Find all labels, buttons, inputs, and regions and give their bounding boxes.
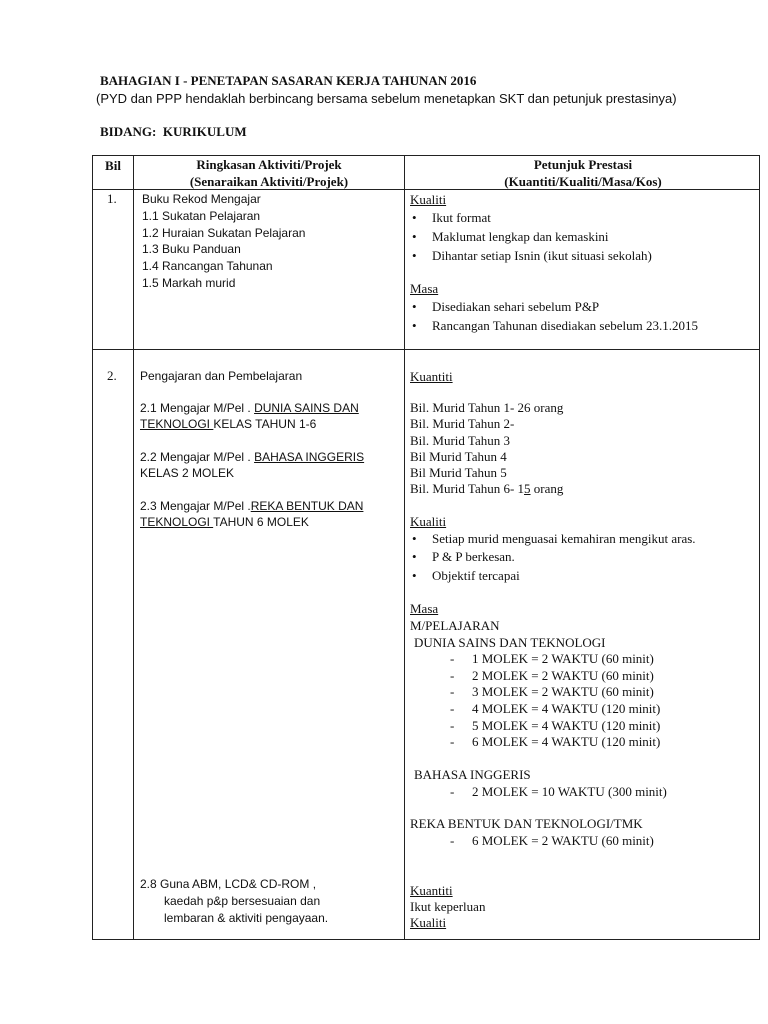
- table-col-divider: [404, 156, 405, 939]
- item-2-2-suffix: KELAS 2 MOLEK: [140, 466, 235, 480]
- list-item: 1.2 Huraian Sukatan Pelajaran: [142, 225, 306, 240]
- list-item: • Ikut format: [410, 208, 755, 227]
- list-item: • P & P berkesan.: [410, 548, 696, 567]
- item-2-1-subject: DUNIA SAINS DAN: [254, 400, 359, 415]
- list-item: Bil Murid Tahun 4: [410, 448, 507, 464]
- list-item: - 6 MOLEK = 2 WAKTU (60 minit): [450, 832, 654, 848]
- header-activity-line1: Ringkasan Aktiviti/Projek: [196, 157, 342, 172]
- list-item: • Rancangan Tahunan disediakan sebelum 23.1.2015: [410, 316, 755, 335]
- list-item: 1.3 Buku Panduan: [142, 242, 241, 257]
- list-item: - 2 MOLEK = 10 WAKTU (300 minit): [450, 783, 667, 799]
- bidang-value: KURIKULUM: [162, 124, 247, 139]
- list-item: Bil Murid Tahun 5: [410, 465, 507, 481]
- table-row-divider: [93, 349, 759, 350]
- row2-masa-label: Masa: [410, 601, 439, 617]
- list-item: • Disediakan sehari sebelum P&P: [410, 297, 755, 316]
- item-2-3-prefix: 2.3 Mengajar M/Pel .: [140, 498, 251, 513]
- list-item: - 3 MOLEK = 2 WAKTU (60 minit): [450, 684, 654, 700]
- item-2-3: [140, 498, 364, 531]
- dunia-list: [410, 651, 696, 751]
- header-bil: Bil: [105, 158, 121, 173]
- header-indicator: [405, 156, 761, 190]
- page-subtitle: (PYD dan PPP hendaklah berbincang bersama sebelum menetapkan SKT dan petunjuk prestasinya): [96, 91, 677, 106]
- item-2-8: [140, 876, 328, 927]
- table-col-divider: [133, 156, 134, 939]
- list-item: • Maklumat lengkap dan kemaskini: [410, 227, 755, 246]
- item-2-1: [140, 400, 364, 433]
- item-2-2-prefix: 2.2 Mengajar M/Pel .: [140, 449, 255, 464]
- list-item: - 4 MOLEK = 4 WAKTU (120 minit): [450, 701, 661, 717]
- header-indicator-line1: Petunjuk Prestasi: [533, 157, 633, 172]
- row2-bil: 2.: [107, 368, 117, 383]
- item-2-8-line1: 2.8 Guna ABM, LCD& CD-ROM ,: [140, 877, 317, 891]
- list-item: 1.4 Rancangan Tahunan: [142, 259, 273, 274]
- row2-indicator: [410, 368, 696, 849]
- row1-bil: 1.: [107, 191, 117, 206]
- row1-activity-title: Buku Rekod Mengajar: [142, 192, 261, 206]
- list-item: Bil. Murid Tahun 1- 26 orang: [410, 400, 564, 415]
- item-2-3-subject-cont: TEKNOLOGI: [140, 515, 214, 529]
- header-activity-line2: (Senaraikan Aktiviti/Projek): [189, 174, 349, 189]
- row1-masa-label: Masa: [410, 281, 439, 296]
- list-item: - 6 MOLEK = 4 WAKTU (120 minit): [450, 734, 661, 750]
- row1-indicator: [410, 191, 755, 335]
- list-item: Bil. Murid Tahun 2-: [410, 416, 515, 432]
- row2-kualiti2-label: Kualiti: [410, 915, 447, 930]
- item-2-1-subject-cont: TEKNOLOGI: [140, 417, 214, 431]
- bidang-label: BIDANG: [100, 124, 153, 139]
- mpelajaran-label: M/PELAJARAN: [410, 618, 500, 634]
- list-item: Bil. Murid Tahun 3: [410, 432, 510, 448]
- item-2-2-subject: BAHASA INGGERIS: [254, 449, 365, 464]
- bi-title: BAHASA INGGERIS: [414, 766, 531, 782]
- ikut-keperluan: Ikut keperluan: [410, 899, 486, 914]
- list-item: • Objektif tercapai: [410, 567, 696, 586]
- list-item: - 5 MOLEK = 4 WAKTU (120 minit): [450, 717, 661, 733]
- item-2-3-subject: REKA BENTUK DAN: [250, 498, 364, 513]
- list-item: - 2 MOLEK = 2 WAKTU (60 minit): [450, 667, 654, 683]
- dunia-title: DUNIA SAINS DAN TEKNOLOGI: [414, 635, 606, 651]
- row2-kuantiti-label: Kuantiti: [410, 369, 453, 384]
- row2-activity: [140, 368, 364, 531]
- row1-kualiti-label: Kualiti: [410, 192, 447, 207]
- header-activity: [134, 156, 404, 190]
- item-2-8-line3: lembaran & aktiviti pengayaan.: [164, 911, 329, 925]
- row1-activity: [142, 191, 305, 292]
- list-item: - 1 MOLEK = 2 WAKTU (60 minit): [450, 651, 654, 667]
- list-item: Bil. Murid Tahun 6- 15 orang: [410, 481, 564, 497]
- item-2-1-prefix: 2.1 Mengajar M/Pel .: [140, 400, 255, 415]
- list-item: 1.1 Sukatan Pelajaran: [142, 208, 261, 223]
- list-item: • Dihantar setiap Isnin (ikut situasi sekolah): [410, 246, 755, 265]
- page-title: BAHAGIAN I - PENETAPAN SASARAN KERJA TAHUNAN 2016: [100, 73, 477, 88]
- bidang-heading: BIDANG: KURIKULUM: [100, 124, 247, 139]
- item-2-8-line2: kaedah p&p bersesuaian dan: [164, 894, 321, 908]
- row2-kualiti-label: Kualiti: [410, 513, 447, 529]
- row2-activity-title: Pengajaran dan Pembelajaran: [140, 369, 303, 383]
- item-2-2: [140, 449, 364, 482]
- rbt-title: REKA BENTUK DAN TEKNOLOGI/TMK: [410, 815, 643, 831]
- list-item: 1.5 Markah murid: [142, 275, 236, 290]
- header-indicator-line2: (Kuantiti/Kualiti/Masa/Kos): [504, 174, 662, 189]
- row2-indicator-bottom: [410, 883, 485, 931]
- skt-table: [92, 155, 760, 940]
- list-item: • Setiap murid menguasai kemahiran mengikut aras.: [410, 530, 696, 549]
- item-2-1-suffix: KELAS TAHUN 1-6: [213, 417, 317, 431]
- row2-murid-list: [410, 400, 696, 498]
- item-2-3-suffix: TAHUN 6 MOLEK: [213, 515, 309, 529]
- row2-kuantiti2-label: Kuantiti: [410, 883, 453, 898]
